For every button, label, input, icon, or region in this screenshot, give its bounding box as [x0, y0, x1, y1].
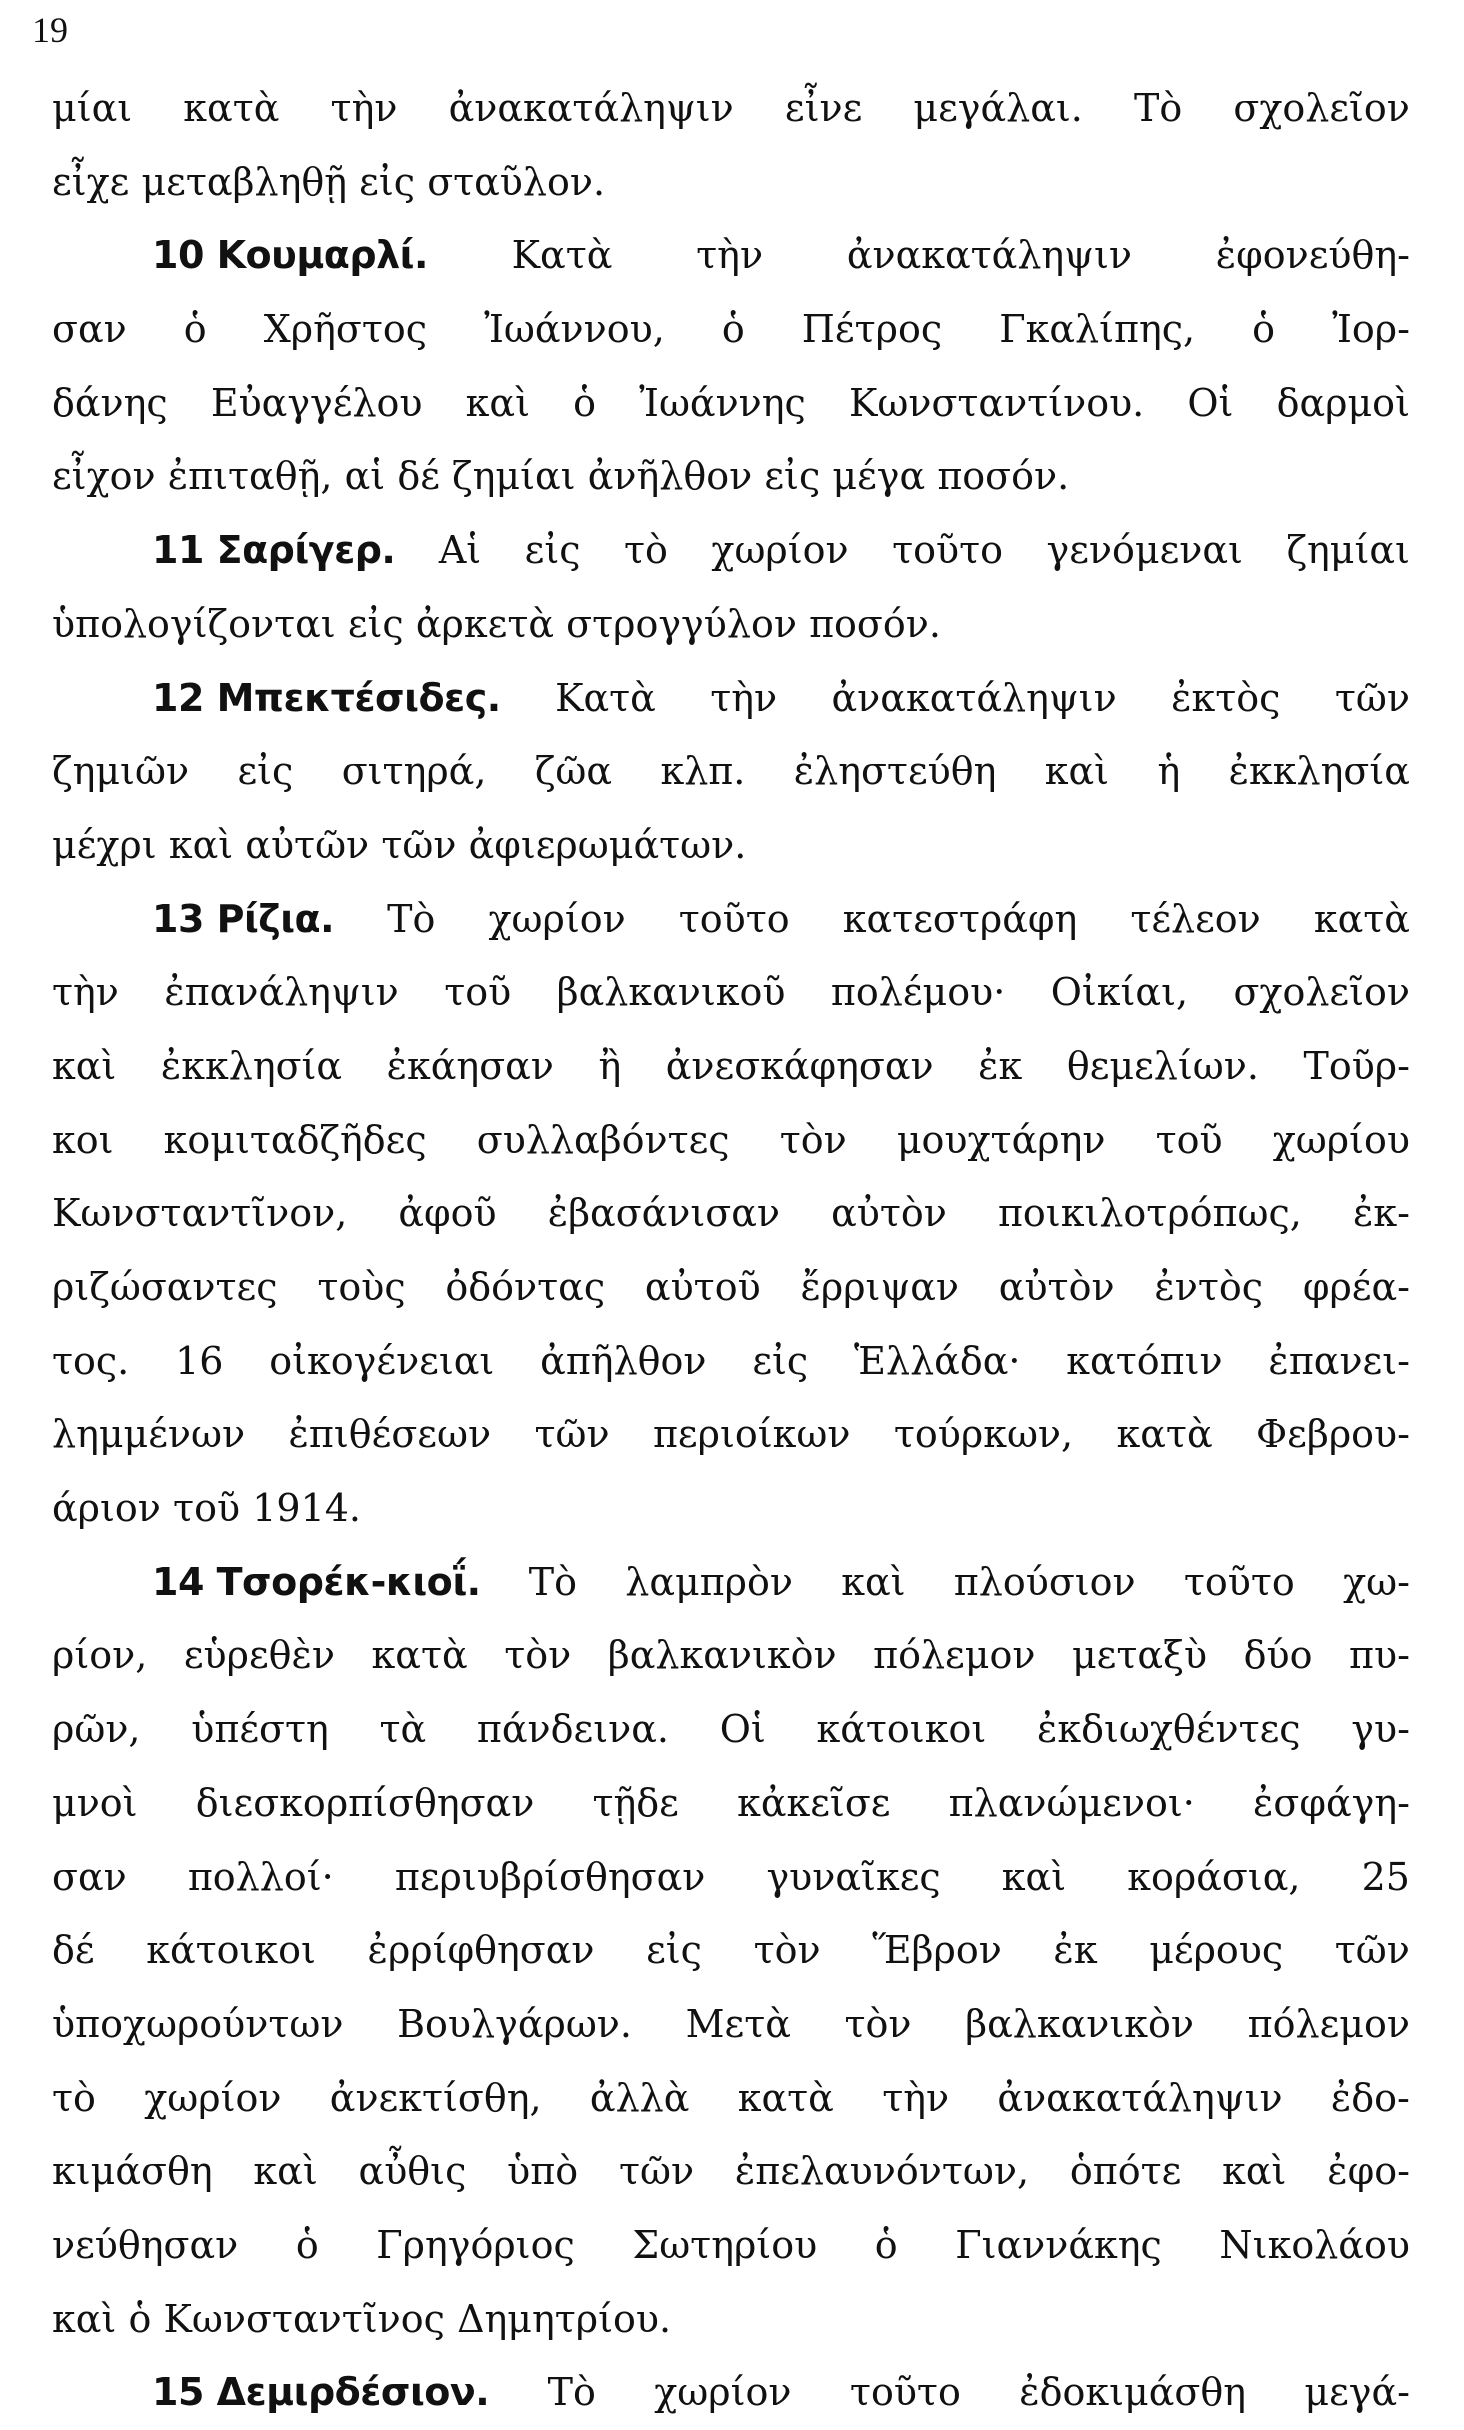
text-line — [52, 146, 1410, 220]
text-word: τοῦ — [1155, 1117, 1223, 1162]
text-word: Τὸ — [387, 896, 436, 941]
text-word: πλούσιον — [953, 1559, 1136, 1604]
text-word: συλλαβόντες — [476, 1117, 730, 1162]
text-word: ὀδόντας — [445, 1265, 606, 1309]
section-heading: 15 Δεμιρδέσιον. — [152, 2370, 490, 2415]
text-word: χωρίον — [144, 2075, 282, 2120]
text-word: πλανώμενοι· — [948, 1780, 1195, 1825]
text-word: ἡ — [1157, 749, 1181, 794]
text-word: κομιταδζῆδες — [163, 1117, 427, 1162]
text-line — [52, 219, 1410, 293]
text-word: ζημίαι — [1286, 528, 1410, 573]
text-word: ἐληστεύθη — [793, 749, 997, 794]
section-heading: 14 Τσορέκ-κιοΐ. — [152, 1559, 481, 1604]
text-word: κἀκεῖσε — [737, 1780, 891, 1825]
text-word: ὁ — [721, 307, 745, 352]
text-word: τέλεον — [1130, 896, 1261, 941]
text-word: χωρίον — [488, 896, 626, 941]
text-line — [52, 809, 1410, 883]
text-word: ἐκκλησία — [160, 1043, 343, 1088]
text-word: Ἰωάννης — [639, 380, 806, 425]
text-word: Ἑλλάδα· — [854, 1338, 1021, 1383]
text-word: κατὰ — [371, 1633, 468, 1678]
text-word: κάτοικοι — [816, 1707, 987, 1752]
text-line — [52, 2209, 1410, 2283]
text-word: κιμάσθη — [52, 2149, 213, 2194]
text-word: πυ- — [1349, 1633, 1410, 1678]
text-word: ἐφο- — [1327, 2149, 1410, 2194]
text-line — [52, 588, 1410, 662]
text-word: καὶ — [253, 2149, 318, 2194]
text-word: ὑπέστη — [191, 1707, 329, 1752]
text-word: πόλεμον — [1247, 2001, 1410, 2046]
text-word: Κωνσταντίνου. — [848, 380, 1145, 425]
text-word: τοὺς — [317, 1265, 406, 1309]
text-word: μεταβληθῇ — [141, 159, 347, 204]
text-word: καὶ — [168, 822, 234, 867]
text-word: κατὰ — [737, 2075, 834, 2120]
text-word: Μετὰ — [685, 2001, 791, 2046]
text-word: καὶ — [52, 1043, 117, 1088]
text-line — [52, 883, 1410, 957]
text-word: ὑπὸ — [507, 2149, 579, 2194]
text-word: ἀνεσκάφησαν — [665, 1043, 934, 1088]
text-line — [52, 72, 1410, 146]
text-word: ὁ — [573, 380, 596, 425]
text-line — [52, 1841, 1410, 1915]
text-word: οἰκογένειαι — [269, 1338, 495, 1383]
text-word: τὴν — [330, 86, 398, 130]
text-word: ἀνακατάληψιν — [831, 675, 1117, 720]
text-word: ρῶν, — [52, 1707, 141, 1752]
text-word: καὶ — [841, 1559, 906, 1604]
text-word: ἀνακατάληψιν — [448, 86, 734, 130]
text-word: Κατὰ — [555, 675, 656, 720]
text-word: 25 — [1361, 1854, 1410, 1899]
text-word: ποσόν. — [937, 454, 1070, 499]
text-line — [52, 662, 1410, 736]
text-word: ἀφιερωμάτων. — [468, 822, 747, 867]
text-word: ἐκτὸς — [1171, 675, 1281, 720]
text-word: ρίον, — [52, 1633, 148, 1678]
text-word: καὶ — [1222, 2149, 1287, 2194]
text-word: κατεστράφη — [842, 896, 1078, 941]
text-word: Τὸ — [1134, 86, 1183, 130]
text-word: εἰς — [752, 1338, 809, 1383]
text-word: άριον — [52, 1486, 161, 1531]
text-word: Τὸ — [528, 1559, 577, 1604]
text-line — [52, 1472, 1410, 1546]
text-line — [52, 2062, 1410, 2136]
section-heading: 11 Σαρίγερ. — [152, 528, 396, 573]
text-word: τοῦτο — [1183, 1559, 1295, 1604]
text-word: γενόμεναι — [1046, 528, 1243, 573]
text-word: ὁ — [874, 2222, 898, 2267]
text-word: ἐπιθέσεων — [288, 1412, 492, 1457]
text-word: ἀλλὰ — [589, 2075, 690, 2120]
text-word: δύο — [1243, 1633, 1313, 1678]
text-line — [52, 2283, 1410, 2357]
text-word: ὑπολογίζονται — [52, 601, 336, 646]
text-word: ἀπῆλθον — [540, 1338, 707, 1383]
text-word: 1914. — [252, 1486, 362, 1531]
text-word: ἐκ- — [1352, 1191, 1410, 1236]
text-word: καὶ — [1001, 1854, 1067, 1899]
text-word: τὸν — [753, 1928, 821, 1973]
text-word: σταῦλον. — [427, 159, 606, 204]
text-word: Κωνσταντῖνον, — [52, 1191, 348, 1236]
text-word: αὐτῶν — [245, 822, 370, 867]
text-word: τοῦτο — [892, 528, 1004, 573]
text-word: ἐπανει- — [1268, 1338, 1410, 1383]
text-word: νεύθησαν — [52, 2222, 239, 2267]
text-word: Τοῦρ- — [1303, 1043, 1410, 1088]
text-word: λαμπρὸν — [625, 1559, 793, 1604]
text-word: τοῦ — [444, 970, 512, 1015]
text-word: εὑρεθὲν — [183, 1633, 336, 1678]
text-line — [52, 293, 1410, 367]
text-word: ἐσφάγη- — [1253, 1780, 1410, 1825]
text-line — [52, 1251, 1410, 1325]
text-word: εἰς — [359, 159, 416, 204]
text-word: κοράσια, — [1127, 1854, 1301, 1899]
text-word: τῇδε — [592, 1780, 679, 1825]
text-word: Κατὰ — [511, 233, 613, 278]
text-word: κατὰ — [1313, 896, 1410, 941]
text-word: ζημίαι — [452, 454, 576, 499]
text-word: Οἱ — [719, 1707, 766, 1752]
text-word: τὰ — [379, 1707, 427, 1752]
text-line — [52, 1914, 1410, 1988]
text-word: τὴν — [882, 2075, 950, 2120]
text-word: καὶ — [465, 380, 530, 425]
text-word: σχολεῖον — [1233, 970, 1410, 1015]
text-line — [52, 1398, 1410, 1472]
text-word: ἀνακατάληψιν — [997, 2075, 1283, 2120]
text-word: Ἰωάννου, — [484, 307, 665, 352]
text-line — [52, 1177, 1410, 1251]
text-word: τὴν — [696, 233, 764, 278]
text-word: αὐτὸν — [831, 1191, 947, 1236]
text-word: τὸν — [779, 1117, 847, 1162]
text-line — [52, 1104, 1410, 1178]
text-line — [52, 367, 1410, 441]
text-word: Γρηγόριος — [376, 2222, 575, 2267]
text-word: τῶν — [1334, 675, 1410, 720]
text-word: μνοὶ — [52, 1780, 138, 1825]
text-word: Γκαλίπης, — [999, 307, 1196, 352]
text-word: Χρῆστος — [263, 307, 427, 352]
text-word: εἶνε — [784, 86, 863, 130]
text-word: Φεβρου- — [1256, 1412, 1410, 1457]
text-word: καὶ — [1044, 749, 1110, 794]
text-word: σιτηρά, — [341, 749, 487, 794]
text-word: πολέμου· — [830, 970, 1006, 1015]
text-line — [52, 1693, 1410, 1767]
section-heading: 12 Μπεκτέσιδες. — [152, 675, 501, 720]
text-word: μεγά- — [1304, 2370, 1410, 2415]
text-word: χωρίον — [654, 2370, 792, 2415]
text-word: ἐπανάληψιν — [164, 970, 399, 1015]
section-heading: 10 Κουμαρλί. — [152, 233, 428, 278]
text-word: ὁ — [1252, 307, 1276, 352]
text-word: χωρίον — [711, 528, 849, 573]
text-word: τὸ — [52, 2075, 96, 2120]
text-word: περιυβρίσθησαν — [394, 1854, 706, 1899]
text-word: δέ — [397, 454, 440, 499]
text-word: αὖθις — [358, 2149, 467, 2194]
text-word: ἢ — [598, 1043, 622, 1088]
text-line — [52, 1767, 1410, 1841]
text-word: Εὐαγγέλου — [210, 380, 423, 425]
text-word: ἐκκλησία — [1228, 749, 1410, 794]
text-word: σαν — [52, 307, 127, 352]
text-word: ζημιῶν — [52, 749, 190, 794]
text-word: γυναῖκες — [766, 1854, 941, 1899]
text-word: ἐφονεύθη- — [1215, 233, 1410, 278]
text-word: αὐτὸν — [998, 1265, 1115, 1309]
text-word: δάνης — [52, 380, 168, 425]
text-word: εἰς — [646, 1928, 702, 1973]
text-word: ἐντὸς — [1154, 1265, 1264, 1309]
text-line — [52, 2356, 1410, 2430]
body-text — [52, 72, 1410, 2430]
text-word: διεσκορπίσθησαν — [195, 1780, 535, 1825]
text-word: μέγα — [832, 454, 926, 499]
text-word: ποσόν. — [809, 601, 941, 646]
text-word: καὶ — [52, 2296, 117, 2341]
text-word: Γιαννάκης — [955, 2222, 1162, 2267]
text-word: ἐκδιωχθέντες — [1036, 1707, 1301, 1752]
text-word: Οἰκίαι, — [1050, 970, 1189, 1015]
text-word: μεγάλαι. — [913, 86, 1083, 130]
text-word: κατὰ — [183, 86, 280, 130]
text-word: ζῶα — [534, 749, 613, 794]
text-word: ἀνεκτίσθη, — [329, 2075, 542, 2120]
text-line — [52, 440, 1410, 514]
text-word: κάτοικοι — [146, 1928, 316, 1973]
text-word: εἶχε — [52, 159, 130, 204]
text-word: ριζώσαντες — [52, 1265, 278, 1309]
text-word: ἐκ — [978, 1043, 1023, 1088]
section-heading: 13 Ρίζια. — [152, 896, 335, 941]
text-word: βαλκανικὸν — [607, 1633, 837, 1678]
text-word: τος. — [52, 1338, 130, 1383]
page-number: 19 — [32, 10, 68, 50]
text-word: τὴν — [710, 675, 778, 720]
text-line — [52, 1325, 1410, 1399]
text-word: μέχρι — [52, 822, 157, 867]
text-word: ἀνακατάληψιν — [846, 233, 1132, 278]
text-word: ἐδοκιμάσθη — [1019, 2370, 1246, 2415]
text-word: εἰς — [347, 601, 404, 646]
text-word: κατόπιν — [1066, 1338, 1223, 1383]
text-line — [52, 1030, 1410, 1104]
text-word: ἐπελαυνόντων, — [734, 2149, 1030, 2194]
text-word: πόλεμον — [873, 1633, 1036, 1678]
text-word: ὁ — [183, 307, 207, 352]
text-line — [52, 1546, 1410, 1620]
text-word: μεταξὺ — [1071, 1633, 1208, 1678]
text-word: Αἱ — [438, 528, 482, 573]
text-word: μέρους — [1149, 1928, 1284, 1973]
text-line — [52, 2135, 1410, 2209]
text-word: τοῦτο — [678, 896, 790, 941]
text-word: τοῦτο — [849, 2370, 961, 2415]
text-word: φρέα- — [1302, 1265, 1410, 1309]
text-word: δαρμοὶ — [1276, 380, 1410, 425]
text-word: μίαι — [52, 86, 133, 130]
text-word: ἔρριψαν — [800, 1265, 959, 1309]
text-word: ἀρκετὰ — [415, 601, 554, 646]
text-word: μουχτάρην — [896, 1117, 1106, 1162]
text-word: ἐκάησαν — [386, 1043, 554, 1088]
text-word: ὁπότε — [1069, 2149, 1182, 2194]
text-word: λημμένων — [52, 1412, 246, 1457]
text-word: Δημητρίου. — [457, 2296, 672, 2341]
text-word: ὑποχωρούντων — [52, 2001, 344, 2046]
text-word: ἐπιταθῇ, — [167, 454, 333, 499]
text-word: εἰς — [237, 749, 294, 794]
text-line — [52, 956, 1410, 1030]
text-word: ἐβασάνισαν — [547, 1191, 781, 1236]
text-word: αἱ — [344, 454, 386, 499]
text-word: τῶν — [1334, 1928, 1410, 1973]
text-word: τὸ — [624, 528, 668, 573]
text-line — [52, 735, 1410, 809]
text-word: αὐτοῦ — [644, 1265, 761, 1309]
text-word: δέ — [52, 1928, 95, 1973]
text-word: τὸν — [844, 2001, 912, 2046]
text-word: Πέτρος — [801, 307, 943, 352]
text-word: Νικολάου — [1219, 2222, 1410, 2267]
text-line — [52, 1988, 1410, 2062]
text-word: ἐδο- — [1330, 2075, 1410, 2120]
text-word: πολλοί· — [187, 1854, 334, 1899]
text-word: περιοίκων — [652, 1412, 851, 1457]
text-word: τῶν — [618, 2149, 695, 2194]
text-word: Ἰορ- — [1332, 307, 1410, 352]
text-word: εἰς — [524, 528, 581, 573]
text-word: εἶχον — [52, 454, 156, 499]
text-word: κοι — [52, 1117, 114, 1162]
text-word: πάνδεινα. — [476, 1707, 669, 1752]
text-word: κλπ. — [660, 749, 746, 794]
text-word: Τὸ — [547, 2370, 596, 2415]
text-word: ὁ — [295, 2222, 319, 2267]
text-line — [52, 514, 1410, 588]
text-word: τὴν — [52, 970, 119, 1015]
text-word: τοῦ — [173, 1486, 241, 1531]
text-word: ἐρρίφθησαν — [367, 1928, 595, 1973]
text-line — [52, 1619, 1410, 1693]
text-word: ἐκ — [1053, 1928, 1098, 1973]
text-word: κατὰ — [1116, 1412, 1213, 1457]
text-word: γυ- — [1351, 1707, 1410, 1752]
text-word: θεμελίων. — [1066, 1043, 1259, 1088]
text-word: ἀνῆλθον — [587, 454, 753, 499]
text-word: στρογγύλον — [566, 601, 797, 646]
text-word: ὁ — [128, 2296, 152, 2341]
text-word: σχολεῖον — [1233, 86, 1410, 130]
text-word: βαλκανικοῦ — [556, 970, 786, 1015]
text-word: τῶν — [534, 1412, 610, 1457]
text-word: 16 — [175, 1338, 224, 1383]
text-word: Οἱ — [1187, 380, 1234, 425]
text-word: ἀφοῦ — [398, 1191, 497, 1236]
text-word: τούρκων, — [893, 1412, 1074, 1457]
text-word: τὸν — [504, 1633, 572, 1678]
text-word: βαλκανικὸν — [965, 2001, 1195, 2046]
text-word: σαν — [52, 1854, 127, 1899]
text-word: χω- — [1343, 1559, 1410, 1604]
text-word: χωρίου — [1272, 1117, 1410, 1162]
text-word: Βουλγάρων. — [397, 2001, 632, 2046]
text-word: Ἕβρον — [872, 1928, 1002, 1973]
text-word: Κωνσταντῖνος — [163, 2296, 445, 2341]
text-word: τῶν — [381, 822, 457, 867]
text-word: εἰς — [764, 454, 821, 499]
text-word: Σωτηρίου — [632, 2222, 818, 2267]
text-word: ποικιλοτρόπως, — [997, 1191, 1302, 1236]
